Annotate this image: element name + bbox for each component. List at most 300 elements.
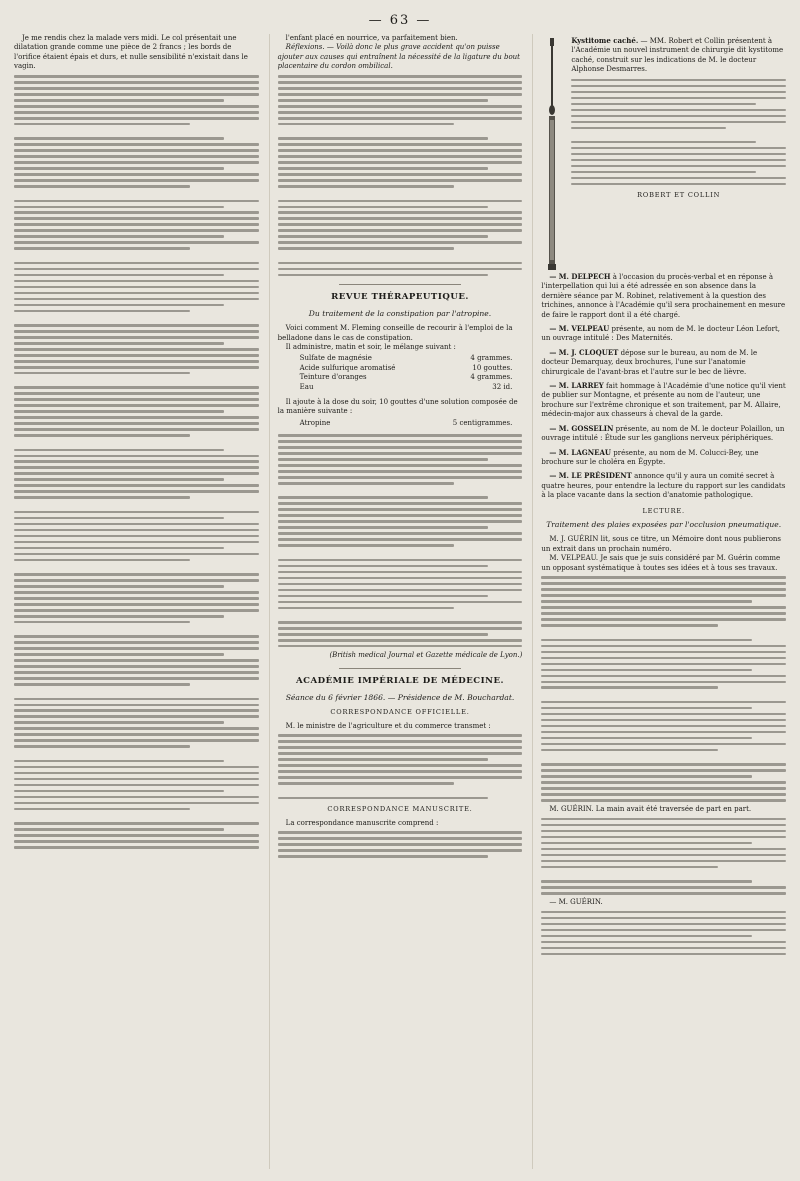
text-line — [14, 149, 259, 152]
text-line — [278, 633, 488, 636]
text-line — [278, 746, 523, 749]
text-line — [278, 470, 523, 473]
text-line — [278, 538, 523, 541]
presentation-text: à l'occasion du procès-verbal et en réponse à l'interpellation qui lui a été adressée en son absence dans la dernière séance par M. Robinet, relativement à la question des trichines, annonce à l'Académie qu'il sera prochainement en mesure de faire le rapport dont il a été chargé. — [541, 273, 786, 319]
therapeutic-body — [278, 434, 523, 647]
paragraph-gap — [278, 253, 523, 258]
text-line — [278, 440, 523, 443]
text-line — [14, 410, 224, 413]
presentation-entry — [541, 348, 786, 377]
text-line — [278, 117, 523, 120]
text-line — [278, 571, 523, 574]
formula-amount: 10 gouttes. — [472, 363, 513, 372]
text-line — [541, 731, 786, 734]
text-line — [541, 911, 786, 914]
text-line — [14, 647, 259, 650]
text-line — [14, 229, 259, 232]
text-line — [14, 449, 224, 452]
text-line — [14, 635, 259, 638]
presentation-entry — [541, 424, 786, 444]
text-line — [541, 917, 786, 920]
text-line — [14, 834, 259, 837]
text-line — [278, 520, 523, 523]
text-line — [278, 137, 488, 140]
text-line — [541, 799, 786, 802]
text-line — [14, 354, 259, 357]
presentation-entry — [541, 448, 786, 468]
dosage-intro: Il administre, matin et soir, le mélange suivant : — [285, 342, 456, 351]
presentation-text: présente, au nom de M. le docteur Polaillon, un ouvrage intitulé : Étude sur les ganglions nerveux périphériques. — [541, 424, 785, 443]
text-line — [278, 81, 523, 84]
text-line — [14, 641, 259, 644]
paragraph-gap — [14, 814, 259, 819]
formula-amount: 32 id. — [492, 382, 513, 391]
formula-row — [300, 373, 513, 382]
presenter-name: — M. DELPECH — [549, 272, 611, 281]
text-line — [14, 766, 259, 769]
text-line — [278, 752, 523, 755]
text-line — [571, 147, 786, 150]
lecture-title: Traitement des plaies exposées par l'occlusion pneumatique. — [546, 519, 782, 529]
paragraph-gap — [571, 132, 786, 137]
paragraph-gap — [14, 627, 259, 632]
paragraph-gap — [278, 550, 523, 555]
text-line — [541, 781, 786, 784]
text-line — [278, 589, 523, 592]
text-line — [541, 645, 786, 648]
text-line — [14, 117, 259, 120]
page-number: — 63 — — [368, 13, 432, 28]
text-line — [14, 745, 190, 748]
text-line — [541, 618, 786, 621]
text-line — [278, 508, 523, 511]
text-line — [541, 686, 717, 689]
text-line — [14, 621, 190, 624]
text-line — [14, 846, 259, 849]
text-line — [14, 366, 259, 369]
text-line — [14, 547, 224, 550]
text-line — [14, 698, 259, 701]
text-line — [571, 91, 786, 94]
text-line — [278, 173, 523, 176]
formula-amount: 5 centigrammes. — [452, 418, 513, 427]
instrument-text — [571, 36, 786, 272]
text-line — [14, 223, 259, 226]
text-line — [14, 609, 259, 612]
text-line — [541, 854, 786, 857]
text-line — [14, 460, 259, 463]
text-line — [278, 206, 488, 209]
text-line — [14, 330, 259, 333]
text-line — [541, 787, 786, 790]
text-line — [14, 529, 259, 532]
text-line — [14, 517, 224, 520]
text-line — [14, 286, 259, 289]
text-line — [14, 659, 259, 662]
presenter-name: — M. VELPEAU — [549, 324, 610, 334]
text-columns — [14, 34, 786, 1169]
paragraph-gap — [541, 630, 786, 635]
text-line — [278, 452, 523, 455]
paragraph-gap — [14, 751, 259, 756]
text-line — [14, 206, 224, 209]
text-line — [278, 544, 454, 547]
text-line — [278, 123, 454, 126]
paragraph-gap — [14, 440, 259, 445]
text-line — [571, 121, 786, 124]
text-line — [278, 223, 523, 226]
text-line — [278, 496, 488, 499]
text-line — [14, 179, 259, 182]
text-line — [14, 392, 259, 395]
text-line — [14, 241, 259, 244]
text-line — [541, 582, 786, 585]
text-line — [278, 837, 523, 840]
section-subtitle: Du traitement de la constipation par l'atropine. — [308, 308, 492, 318]
text-line — [541, 824, 786, 827]
formula-item: Atropine — [299, 418, 331, 427]
text-line — [14, 398, 259, 401]
formula-table — [300, 354, 513, 392]
text-line — [14, 840, 259, 843]
text-line — [278, 502, 523, 505]
source-citation: (British medical Journal et Gazette médicale de Lyon.) — [329, 650, 523, 659]
text-line — [14, 778, 259, 781]
presentation-text: présente, au nom de M. le docteur Léon Lefort, un ouvrage intitulé : Des Maternités. — [541, 325, 781, 343]
instrument-body — [571, 79, 786, 186]
text-line — [14, 665, 259, 668]
text-line — [14, 123, 190, 126]
paragraph-gap — [278, 191, 523, 196]
text-line — [14, 733, 259, 736]
text-line — [14, 828, 224, 831]
text-line — [541, 860, 786, 863]
text-line — [14, 274, 224, 277]
text-line — [278, 514, 523, 517]
text-line — [14, 428, 259, 431]
text-line — [541, 923, 786, 926]
guerin-reply: M. GUÉRIN. La main avait été traversée de part en part. — [549, 805, 752, 813]
manuscript-lead: La correspondance manuscrite comprend : — [285, 818, 439, 827]
text-line — [14, 211, 259, 214]
text-line — [14, 111, 259, 114]
text-line — [14, 167, 224, 170]
paragraph-gap — [278, 788, 523, 793]
text-line — [14, 721, 224, 724]
academy-title: ACADÉMIE IMPÉRIALE DE MÉDECINE. — [295, 676, 505, 687]
presentation-text: dépose sur le bureau, au nom de M. le docteur Demarquay, deux brochures, l'une sur l'anatomie chirurgicale de l'avant-bras et l'autre sur le bec de lièvre. — [541, 348, 758, 376]
text-line — [541, 737, 751, 740]
text-line — [14, 790, 224, 793]
text-line — [278, 645, 523, 648]
text-line — [541, 576, 786, 579]
text-line — [278, 849, 523, 852]
text-line — [14, 137, 224, 140]
text-line — [14, 292, 259, 295]
text-line — [571, 109, 786, 112]
text-line — [541, 763, 786, 766]
text-line — [278, 75, 523, 78]
official-lead: M. le ministre de l'agriculture et du commerce transmet : — [285, 721, 491, 730]
presenter-name: — M. GOSSELIN — [549, 423, 614, 433]
text-line — [14, 161, 259, 164]
text-line — [278, 111, 523, 114]
text-line — [278, 446, 523, 449]
reflexions-body — [278, 75, 523, 276]
text-line — [278, 476, 523, 479]
text-line — [278, 99, 488, 102]
left-column — [14, 34, 259, 1169]
text-line — [278, 782, 454, 785]
text-line — [571, 103, 756, 106]
presentations-list — [541, 272, 786, 501]
formula-item: Eau — [299, 382, 314, 391]
presentation-entry — [541, 324, 786, 344]
text-line — [571, 153, 786, 156]
text-line — [278, 627, 523, 630]
paragraph-gap — [14, 191, 259, 196]
text-line — [541, 880, 751, 883]
formula-item: Teinture d'oranges — [299, 373, 367, 382]
formula-row — [300, 364, 513, 373]
text-line — [14, 822, 259, 825]
text-line — [541, 725, 786, 728]
text-line — [14, 310, 190, 313]
text-line — [571, 97, 786, 100]
text-line — [541, 657, 786, 660]
text-line — [541, 836, 786, 839]
presenter-name: — M. LE PRÉSIDENT — [549, 471, 632, 481]
text-line — [14, 677, 259, 680]
paragraph-gap — [14, 253, 259, 258]
text-line — [571, 115, 786, 118]
text-line — [278, 241, 523, 244]
right-column — [532, 34, 786, 1169]
paragraph-gap — [14, 129, 259, 134]
text-line — [541, 588, 786, 591]
text-line — [278, 639, 523, 642]
middle-first-line: l'enfant placé en nourrice, va parfaitement bien. — [285, 34, 458, 42]
text-line — [571, 127, 726, 130]
text-line — [14, 760, 224, 763]
text-line — [14, 105, 259, 108]
left-intro-paragraph: Je me rendis chez la malade vers midi. Le col présentait une dilatation grande comme une pièce de 2 francs ; les bords de l'orifice étaient épais et durs, et nulle sensibilité n'existait dans le vagin. — [14, 34, 248, 71]
text-line — [278, 185, 454, 188]
text-line — [14, 653, 224, 656]
text-line — [14, 324, 259, 327]
text-line — [541, 624, 717, 627]
presenter-name: — M. J. CLOQUET — [549, 347, 619, 357]
text-line — [541, 818, 786, 821]
text-line — [541, 707, 751, 710]
text-line — [278, 577, 523, 580]
text-line — [278, 200, 523, 203]
formula-amount: 4 grammes. — [470, 354, 513, 363]
velpeau-reply: M. VELPEAU. Je sais que je suis considéré par M. Guérin comme un opposant systématique à toutes ses idées et à tous ses travaux. — [541, 554, 781, 572]
text-line — [14, 535, 259, 538]
text-line — [278, 595, 488, 598]
instrument-caption: ROBERT ET COLLIN — [637, 191, 721, 200]
paragraph-gap — [278, 613, 523, 618]
text-line — [278, 740, 523, 743]
text-line — [278, 434, 523, 437]
text-line — [14, 416, 259, 419]
text-line — [14, 466, 259, 469]
middle-column — [269, 34, 523, 1169]
text-line — [278, 621, 523, 624]
text-line — [14, 185, 190, 188]
text-line — [14, 784, 259, 787]
closing-entry: — M. GUÉRIN. — [549, 898, 603, 906]
manuscript-body — [278, 831, 523, 858]
text-line — [278, 247, 454, 250]
presentation-text: fait hommage à l'Académie d'une notice qu'il vient de publier sur Montagne, et présente au nom de l'auteur, une brochure sur l'extrême chronique et son traitement, par M. Allaire, médecin-major aux chasseurs à cheval de la garde. — [541, 382, 786, 419]
text-line — [14, 739, 259, 742]
text-line — [541, 793, 786, 796]
text-line — [278, 235, 488, 238]
text-line — [14, 268, 259, 271]
text-line — [14, 143, 259, 146]
text-line — [278, 149, 523, 152]
text-line — [278, 764, 523, 767]
text-line — [571, 79, 786, 82]
text-line — [541, 612, 786, 615]
text-line — [14, 727, 259, 730]
paragraph-gap — [14, 689, 259, 694]
text-line — [14, 200, 259, 203]
paragraph-gap — [14, 502, 259, 507]
text-line — [14, 511, 259, 514]
text-line — [541, 886, 786, 889]
text-line — [14, 99, 224, 102]
text-line — [278, 458, 488, 461]
text-line — [541, 600, 751, 603]
text-line — [541, 701, 786, 704]
text-line — [14, 434, 190, 437]
text-line — [14, 484, 259, 487]
text-line — [14, 155, 259, 158]
text-line — [14, 386, 259, 389]
paragraph-gap — [541, 692, 786, 697]
text-line — [14, 87, 259, 90]
official-correspondence-heading: CORRESPONDANCE OFFICIELLE. — [330, 708, 470, 717]
text-line — [541, 953, 786, 956]
text-line — [541, 935, 751, 938]
text-line — [14, 217, 259, 220]
text-line — [14, 553, 259, 556]
text-line — [541, 866, 717, 869]
text-line — [14, 683, 190, 686]
text-line — [541, 941, 786, 944]
instrument-intro: — MM. Robert et Collin présentent à l'Académie un nouvel instrument de chirurgie dit kystitome caché, construit sur les indications de M. le docteur Alphonse Desmarres. — [571, 37, 784, 74]
text-line — [14, 597, 259, 600]
text-line — [14, 93, 259, 96]
text-line — [571, 177, 786, 180]
text-line — [14, 802, 259, 805]
text-line — [278, 526, 488, 529]
text-line — [278, 776, 523, 779]
text-line — [278, 607, 454, 610]
text-line — [14, 75, 259, 78]
lecture-lead: M. J. GUÉRIN lit, sous ce titre, un Mémoire dont nous publierons un extrait dans un prochain numéro. — [541, 535, 782, 553]
text-line — [541, 749, 717, 752]
text-line — [541, 892, 786, 895]
text-line — [14, 709, 259, 712]
text-line — [541, 743, 786, 746]
presentation-entry — [541, 381, 786, 420]
text-line — [278, 797, 488, 800]
text-line — [14, 342, 224, 345]
paragraph-gap — [278, 129, 523, 134]
official-body — [278, 734, 523, 799]
text-line — [541, 830, 786, 833]
text-line — [14, 472, 259, 475]
text-line — [14, 455, 259, 458]
text-line — [278, 262, 523, 265]
text-line — [541, 669, 751, 672]
presentation-entry — [541, 272, 786, 320]
text-line — [14, 235, 224, 238]
instrument-title: Kystitome caché. — [571, 36, 639, 45]
text-line — [278, 565, 488, 568]
formula-row — [300, 383, 513, 392]
text-line — [14, 585, 224, 588]
manuscript-correspondence-heading: CORRESPONDANCE MANUSCRITE. — [327, 805, 473, 814]
kystitome-instrument-illustration — [541, 36, 563, 272]
text-line — [278, 93, 523, 96]
text-line — [14, 173, 259, 176]
text-line — [14, 715, 259, 718]
text-line — [278, 532, 523, 535]
lecture-label: LECTURE. — [642, 506, 685, 515]
text-line — [278, 559, 523, 562]
text-line — [14, 360, 259, 363]
text-line — [14, 336, 259, 339]
academy-divider — [339, 668, 461, 669]
text-line — [14, 298, 259, 301]
text-line — [571, 141, 756, 144]
text-line — [278, 155, 523, 158]
text-line — [14, 478, 224, 481]
text-line — [278, 464, 523, 467]
text-line — [278, 770, 523, 773]
lead-in: Voici comment M. Fleming conseille de recourir à l'emploi de la belladone dans le cas de constipation. — [277, 324, 513, 342]
text-line — [14, 247, 190, 250]
left-body-text — [14, 75, 259, 849]
section-title: REVUE THÉRAPEUTIQUE. — [331, 292, 469, 303]
presentation-text: annonce qu'il y aura un comité secret à quatre heures, pour entendre la lecture du rapport sur les candidats à la place vacante dans la section d'anatomie pathologique. — [541, 472, 786, 500]
text-line — [541, 675, 786, 678]
debate-body — [541, 576, 786, 801]
text-line — [278, 274, 488, 277]
academy-session: Séance du 6 février 1866. — Présidence de M. Bouchardat. — [285, 692, 515, 702]
text-line — [278, 167, 488, 170]
text-line — [278, 143, 523, 146]
text-line — [541, 681, 786, 684]
text-line — [14, 591, 259, 594]
text-line — [278, 87, 523, 90]
formula-row — [300, 419, 513, 428]
text-line — [541, 769, 786, 772]
paragraph-gap — [14, 316, 259, 321]
paragraph-gap — [541, 872, 786, 877]
text-line — [14, 704, 259, 707]
text-line — [278, 482, 454, 485]
text-line — [14, 262, 259, 265]
text-line — [278, 758, 488, 761]
formula2-intro: Il ajoute à la dose du soir, 10 gouttes d'une solution composée de la manière suivante : — [277, 397, 518, 416]
text-line — [278, 583, 523, 586]
